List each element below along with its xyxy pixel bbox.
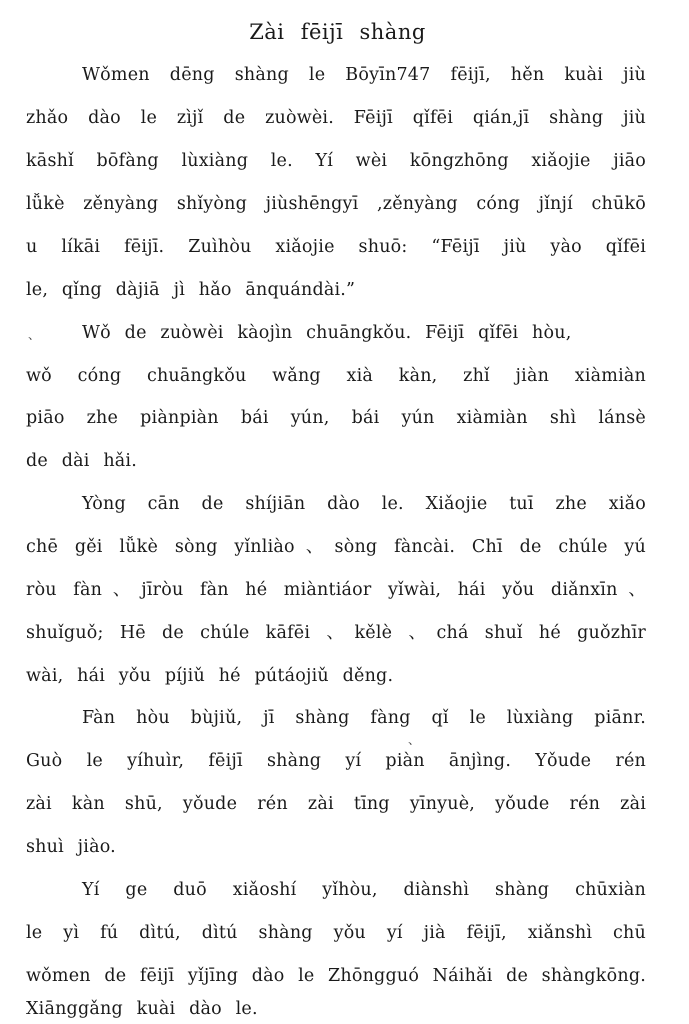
text-line: Fàn hòu bùjiǔ, jī shàng fàng qǐ le lùxiàng piānr. xyxy=(82,708,646,728)
text-line: lǚkè zěnyàng shǐyòng jiùshēngyī ,zěnyàng cóng jǐnjí chūkō xyxy=(26,194,646,214)
text-line: kāshǐ bōfàng lùxiàng le. Yí wèi kōngzhōng xiǎojie jiāo xyxy=(26,151,646,171)
text-line: wài, hái yǒu píjiǔ hé pútáojiǔ děng. xyxy=(26,666,394,686)
text-line: ròu fàn、jīròu fàn hé miàntiáor yǐwài, hái yǒu diǎnxīn、 xyxy=(26,580,646,600)
text-line: chē gěi lǚkè sòng yǐnliào、sòng fàncài. Chī de chúle yú xyxy=(26,537,646,557)
text-line: shuǐguǒ; Hē de chúle kāfēi 、kělè 、chá shuǐ hé guǒzhīr xyxy=(26,623,646,643)
text-line: wǒmen de fēijī yǐjīng dào le Zhōngguó Náihǎi de shàngkōng. xyxy=(26,966,646,986)
text-line: u líkāi fēijī. Zuìhòu xiǎojie shuō: “Fēijī jiù yào qǐfēi xyxy=(26,237,646,257)
text-line: Wǒ de zuòwèi kàojìn chuāngkǒu. Fēijī qǐfēi hòu, xyxy=(82,323,572,343)
text-line: le, qǐng dàjiā jì hǎo ānquándài.” xyxy=(26,280,356,300)
text-line: Yòng cān de shíjiān dào le. Xiǎojie tuī zhe xiǎo xyxy=(82,494,646,514)
text-line: piāo zhe piànpiàn bái yún, bái yún xiàmiàn shì lánsè xyxy=(26,408,646,428)
text-line: Wǒmen dēng shàng le Bōyīn747 fēijī, hěn kuài jiù xyxy=(82,65,646,85)
page-title: Zài fēijī shàng xyxy=(249,20,426,44)
text-line: Guò le yíhuìr, fēijī shàng yí piàn ānjìng. Yǒude rén xyxy=(26,751,646,771)
text-line: le yì fú dìtú, dìtú shàng yǒu yí jià fēijī, xiǎnshì chū xyxy=(26,923,646,943)
stray-mark: 、 xyxy=(28,328,41,342)
text-line: wǒ cóng chuāngkǒu wǎng xià kàn, zhǐ jiàn xiàmiàn xyxy=(26,366,646,386)
text-line: Yí ge duō xiǎoshí yǐhòu, diànshì shàng chūxiàn xyxy=(82,880,646,900)
text-line: shuì jiào. xyxy=(26,837,116,857)
stray-mark: 、 xyxy=(408,733,421,747)
text-line: zhǎo dào le zìjǐ de zuòwèi. Fēijī qǐfēi qián,jī shàng jiù xyxy=(26,108,646,128)
text-line: de dài hǎi. xyxy=(26,451,137,471)
text-line: Xiānggǎng kuài dào le. xyxy=(26,999,258,1019)
text-line: zài kàn shū, yǒude rén zài tīng yīnyuè, yǒude rén zài xyxy=(26,794,646,814)
